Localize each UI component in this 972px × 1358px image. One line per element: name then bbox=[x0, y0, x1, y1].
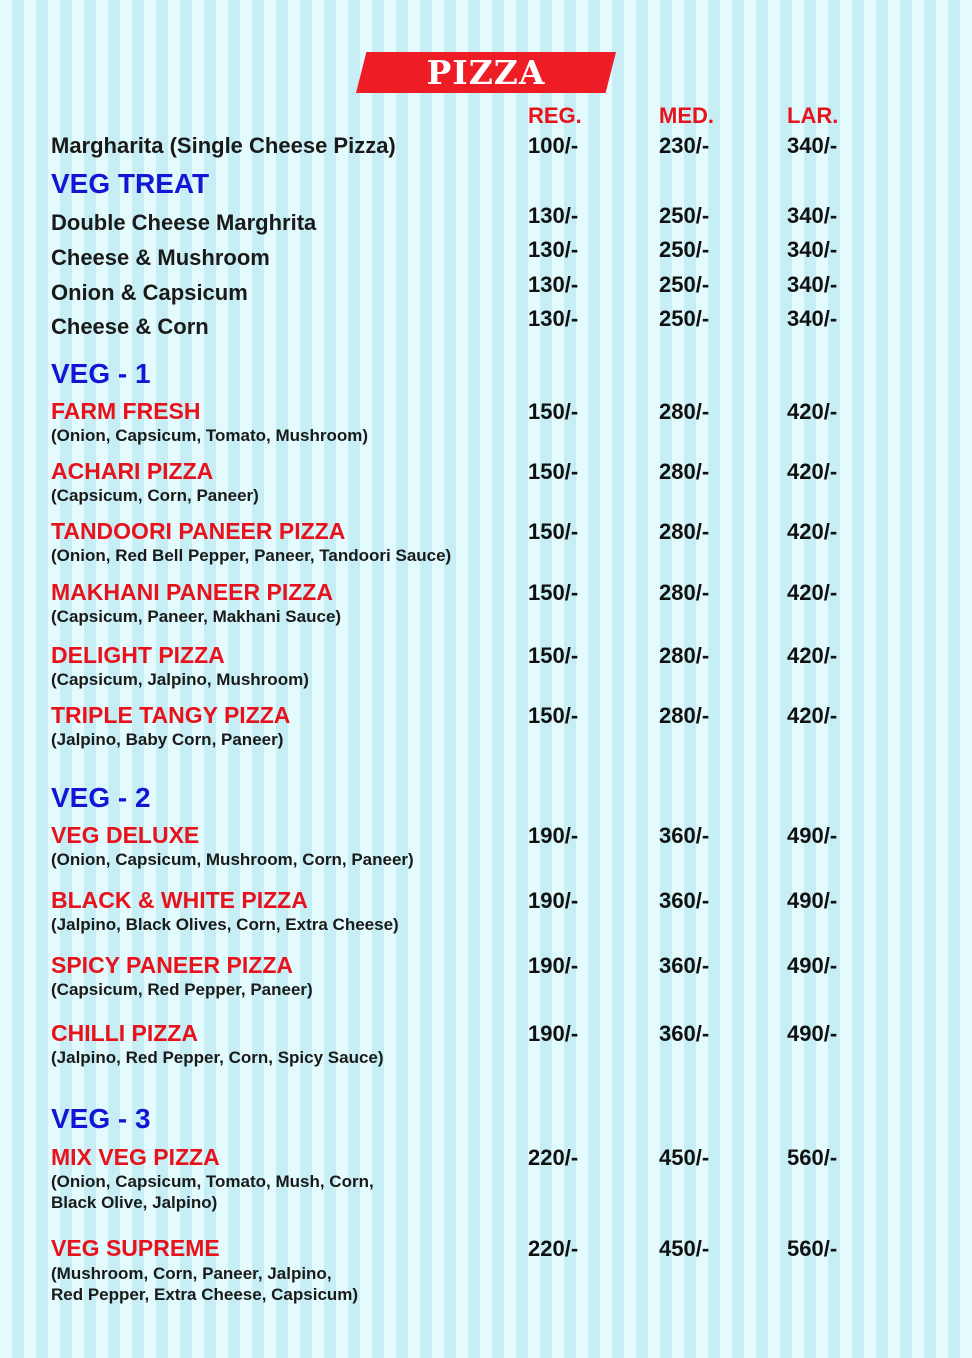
price-reg: 150/- bbox=[528, 703, 579, 728]
price-med: 450/- bbox=[659, 1236, 710, 1261]
section-veg-2: VEG - 2 bbox=[51, 782, 151, 813]
price-reg: 190/- bbox=[528, 823, 579, 848]
price-reg: 150/- bbox=[528, 399, 579, 424]
item-description: Black Olive, Jalpino) bbox=[51, 1193, 218, 1212]
price-med: 280/- bbox=[659, 459, 710, 484]
item-description: (Capsicum, Paneer, Makhani Sauce) bbox=[51, 607, 342, 626]
price-reg: 190/- bbox=[528, 1021, 579, 1046]
price-reg: 150/- bbox=[528, 580, 579, 605]
price-lar: 560/- bbox=[787, 1145, 838, 1170]
price-med: 230/- bbox=[659, 133, 710, 158]
price-lar: 560/- bbox=[787, 1236, 838, 1261]
item-name: Margharita (Single Cheese Pizza) bbox=[51, 133, 396, 158]
item-name: FARM FRESH bbox=[51, 398, 201, 424]
price-lar: 340/- bbox=[787, 237, 838, 262]
item-description: (Capsicum, Jalpino, Mushroom) bbox=[51, 670, 309, 689]
item-name: DELIGHT PIZZA bbox=[51, 642, 225, 668]
item-description: (Capsicum, Corn, Paneer) bbox=[51, 486, 259, 505]
price-lar: 420/- bbox=[787, 643, 838, 668]
price-reg: 130/- bbox=[528, 306, 579, 331]
price-lar: 420/- bbox=[787, 399, 838, 424]
item-name: VEG SUPREME bbox=[51, 1235, 220, 1261]
price-reg: 190/- bbox=[528, 953, 579, 978]
price-med: 250/- bbox=[659, 272, 710, 297]
price-med: 250/- bbox=[659, 203, 710, 228]
item-description: Red Pepper, Extra Cheese, Capsicum) bbox=[51, 1285, 359, 1304]
header-lar: LAR. bbox=[787, 103, 839, 128]
item-name: TRIPLE TANGY PIZZA bbox=[51, 702, 291, 728]
price-med: 280/- bbox=[659, 580, 710, 605]
price-reg: 130/- bbox=[528, 237, 579, 262]
section-veg-1: VEG - 1 bbox=[51, 358, 151, 389]
price-lar: 340/- bbox=[787, 306, 838, 331]
price-med: 250/- bbox=[659, 237, 710, 262]
price-lar: 420/- bbox=[787, 519, 838, 544]
price-med: 250/- bbox=[659, 306, 710, 331]
item-description: (Onion, Capsicum, Tomato, Mush, Corn, bbox=[51, 1172, 374, 1191]
price-reg: 130/- bbox=[528, 272, 579, 297]
price-med: 280/- bbox=[659, 643, 710, 668]
item-name: MIX VEG PIZZA bbox=[51, 1144, 220, 1170]
item-name: BLACK & WHITE PIZZA bbox=[51, 887, 308, 913]
price-med: 450/- bbox=[659, 1145, 710, 1170]
price-med: 360/- bbox=[659, 953, 710, 978]
item-name: Cheese & Corn bbox=[51, 314, 209, 339]
price-reg: 100/- bbox=[528, 133, 579, 158]
price-lar: 420/- bbox=[787, 703, 838, 728]
header-reg: REG. bbox=[528, 103, 582, 128]
item-name: TANDOORI PANEER PIZZA bbox=[51, 518, 346, 544]
price-med: 280/- bbox=[659, 399, 710, 424]
item-name: Double Cheese Marghrita bbox=[51, 210, 317, 235]
header-med: MED. bbox=[659, 103, 714, 128]
item-description: (Capsicum, Red Pepper, Paneer) bbox=[51, 980, 313, 999]
price-reg: 190/- bbox=[528, 888, 579, 913]
item-description: (Onion, Capsicum, Tomato, Mushroom) bbox=[51, 426, 369, 445]
price-med: 360/- bbox=[659, 1021, 710, 1046]
item-name: VEG DELUXE bbox=[51, 822, 200, 848]
page-title: PIZZA bbox=[426, 53, 546, 92]
price-lar: 420/- bbox=[787, 459, 838, 484]
price-lar: 490/- bbox=[787, 888, 838, 913]
price-reg: 220/- bbox=[528, 1236, 579, 1261]
price-med: 280/- bbox=[659, 519, 710, 544]
price-reg: 130/- bbox=[528, 203, 579, 228]
price-reg: 150/- bbox=[528, 459, 579, 484]
price-med: 360/- bbox=[659, 823, 710, 848]
price-lar: 340/- bbox=[787, 272, 838, 297]
item-description: (Jalpino, Red Pepper, Corn, Spicy Sauce) bbox=[51, 1048, 384, 1067]
price-lar: 490/- bbox=[787, 1021, 838, 1046]
price-lar: 490/- bbox=[787, 823, 838, 848]
item-description: (Jalpino, Baby Corn, Paneer) bbox=[51, 730, 284, 749]
item-name: ACHARI PIZZA bbox=[51, 458, 214, 484]
item-description: (Onion, Red Bell Pepper, Paneer, Tandoori Sauce) bbox=[51, 546, 452, 565]
item-description: (Jalpino, Black Olives, Corn, Extra Cheese) bbox=[51, 915, 399, 934]
item-name: MAKHANI PANEER PIZZA bbox=[51, 579, 333, 605]
price-lar: 420/- bbox=[787, 580, 838, 605]
item-description: (Mushroom, Corn, Paneer, Jalpino, bbox=[51, 1264, 332, 1283]
item-name: CHILLI PIZZA bbox=[51, 1020, 198, 1046]
item-name: Onion & Capsicum bbox=[51, 280, 248, 305]
item-name: SPICY PANEER PIZZA bbox=[51, 952, 293, 978]
price-med: 280/- bbox=[659, 703, 710, 728]
price-lar: 340/- bbox=[787, 203, 838, 228]
item-name: Cheese & Mushroom bbox=[51, 245, 270, 270]
price-med: 360/- bbox=[659, 888, 710, 913]
section-veg-treat: VEG TREAT bbox=[51, 168, 210, 199]
price-reg: 150/- bbox=[528, 519, 579, 544]
price-reg: 220/- bbox=[528, 1145, 579, 1170]
price-lar: 490/- bbox=[787, 953, 838, 978]
section-veg-3: VEG - 3 bbox=[51, 1103, 151, 1134]
item-description: (Onion, Capsicum, Mushroom, Corn, Paneer) bbox=[51, 850, 414, 869]
price-lar: 340/- bbox=[787, 133, 838, 158]
price-reg: 150/- bbox=[528, 643, 579, 668]
